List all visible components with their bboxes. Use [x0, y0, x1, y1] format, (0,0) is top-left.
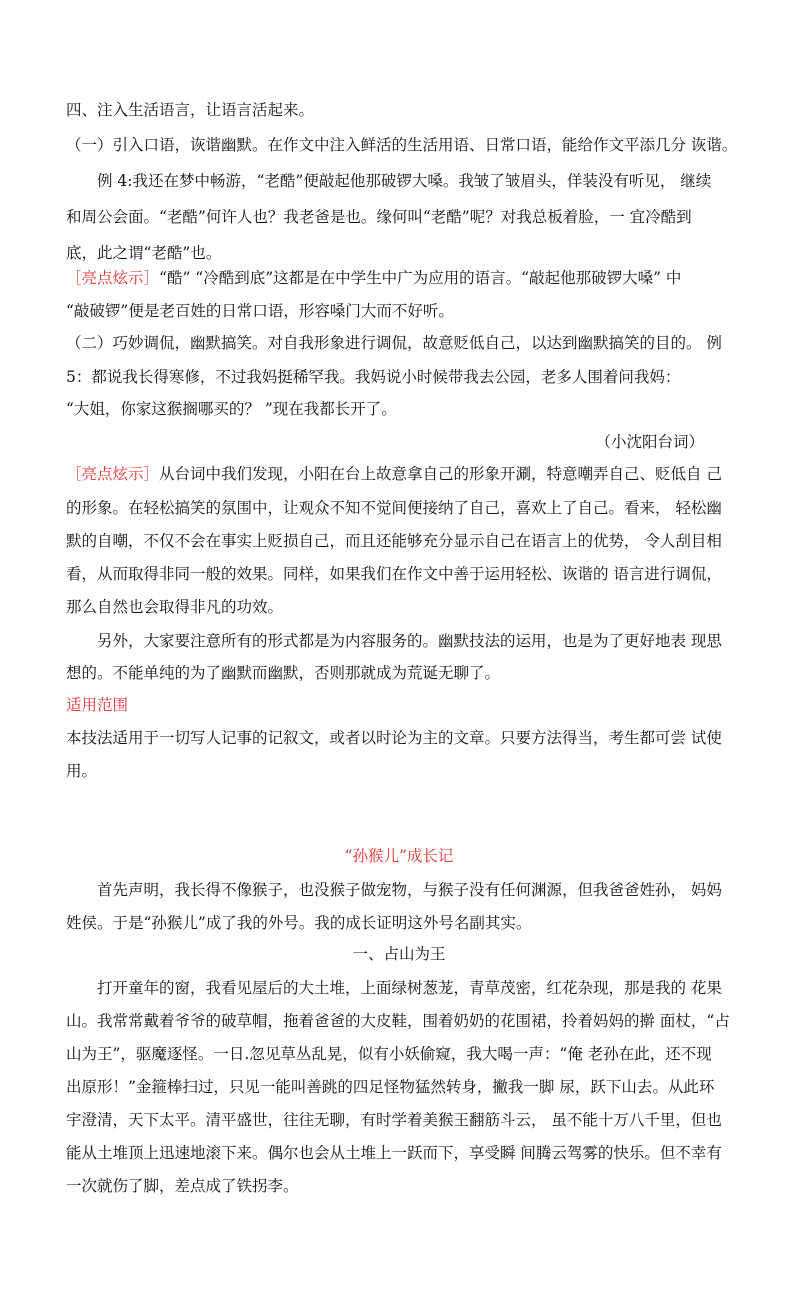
- highlight-2-line-4: 看，从而取得非同一般的效果。同样，如果我们在作文中善于运用轻松、诙谐的 语言进行调侃，: [66, 565, 722, 583]
- subsection-2-line-1: （二）巧妙调侃，幽默搞笑。对自我形象进行调侃，故意贬低自己，以达到幽默搞笑的目的。 例: [66, 334, 722, 352]
- part-1-line-2: 山。我常常戴着爷爷的破草帽，拖着爸爸的大皮鞋，围着奶奶的花围裙，拎着妈妈的擀 面杖，“占: [66, 1012, 730, 1030]
- subsection-2-line-2: 5：都说我长得寒修，不过我妈挺稀罕我。我妈说小时候带我去公园，老多人围着问我妈：: [66, 368, 681, 386]
- highlight-1-line-1: [66, 268, 681, 288]
- essay-intro-line-1: 首先声明，我长得不像猴子，也没猴子做宠物，与猴子没有任何渊源，但我爸爸姓孙， 妈妈: [66, 881, 722, 899]
- highlight-1-text: “酷” “冷酷到底”这都是在中学生中广为应用的语言。“敲起他那破锣大嗓” 中: [159, 269, 682, 287]
- scope-text-line-1: 本技法适用于一切写人记事的记叙文，或者以时论为主的文章。只要方法得当，考生都可尝 试使: [66, 729, 722, 747]
- subsection-1: （一）引入口语，诙谐幽默。在作文中注入鲜活的生活用语、日常口语，能给作文平添几分 诙谐。: [66, 136, 738, 154]
- part-1-line-3: 山为王”，驱魔逐怪。一日.忽见草丛乱晃，似有小妖偷窥，我大喝一声：“俺 老孙在此，还不现: [66, 1045, 712, 1063]
- part-1-line-6: 能从土堆顶上迅速地滚下来。偶尔也会从土堆上一跃而下，享受瞬 间腾云驾雾的快乐。但不幸有: [66, 1144, 722, 1162]
- part-1-title: 一、占山为王: [352, 945, 446, 963]
- highlight-1-tag: ［亮点炫示］: [66, 269, 160, 287]
- section-heading: 四、注入生活语言，让语言活起来。: [66, 101, 315, 119]
- note-line-1: 另外，大家要注意所有的形式都是为内容服务的。幽默技法的运用，也是为了更好地表 现思: [66, 632, 722, 650]
- example-4-line-2: 和周公会面。“老酷”何许人也？我老爸是也。缘何叫“老酷”呢？对我总板着脸，一 宜冷酷到: [66, 208, 692, 226]
- note-line-2: 想的。不能单纯的为了幽默而幽默，否则那就成为荒诞无聊了。: [66, 664, 501, 682]
- essay-title: “孙猴儿”成长记: [344, 847, 454, 865]
- part-1-line-1: 打开童年的窗，我看见屋后的大土堆，上面绿树葱茏，青草茂密，红花杂现，那是我的 花果: [66, 979, 722, 997]
- scope-text-line-2: 用。: [66, 762, 98, 780]
- subsection-2-line-3: “大姐，你家这猴搁哪买的？ ”现在我都长开了。: [66, 400, 397, 418]
- essay-intro-line-2: 姓侯。于是“孙猴儿”成了我的外号。我的成长证明这外号名副其实。: [66, 914, 532, 932]
- highlight-1-line-2: “敲破锣”便是老百姓的日常口语，形容嗓门大而不好听。: [66, 302, 454, 320]
- quote-source: （小沈阳台词）: [595, 433, 704, 451]
- part-1-line-7: 一次就伤了脚，差点成了铁拐李。: [66, 1177, 299, 1195]
- part-1-line-5: 宇澄清，天下太平。清平盛世，往往无聊，有时学着美猴王翻筋斗云， 虽不能十万八千里，但也: [66, 1111, 722, 1129]
- highlight-2-line-3: 默的自嘲，不仅不会在事实上贬损自己，而且还能够充分显示自己在语言上的优势， 令人刮目相: [66, 532, 722, 550]
- part-1-line-4: 出原形！”金箍棒扫过，只见一能叫善跳的四足怪物猛然转身，撇我一脚 尿，跃下山去。从此环: [66, 1078, 715, 1096]
- example-4-line-3: 底，此之谓“老酷”也。: [66, 244, 222, 262]
- highlight-2-line-1: [66, 464, 722, 484]
- highlight-2-text: 从台词中我们发现，小阳在台上故意拿自己的形象开涮，特意嘲弄自己、贬低自 己: [159, 465, 722, 483]
- highlight-2-line-2: 的形象。在轻松搞笑的氛围中，让观众不知不觉间便接纳了自己，喜欢上了自己。看来， 轻松幽: [66, 499, 722, 517]
- scope-title: 适用范围: [66, 696, 129, 714]
- example-4-line-1: 例 4:我还在梦中畅游，“老酷”便敲起他那破锣大嗓。我皱了皱眉头，佯装没有听见， 继续: [66, 172, 712, 190]
- highlight-2-line-5: 那么自然也会取得非凡的功效。: [66, 598, 284, 616]
- highlight-2-tag: ［亮点炫示］: [66, 465, 160, 483]
